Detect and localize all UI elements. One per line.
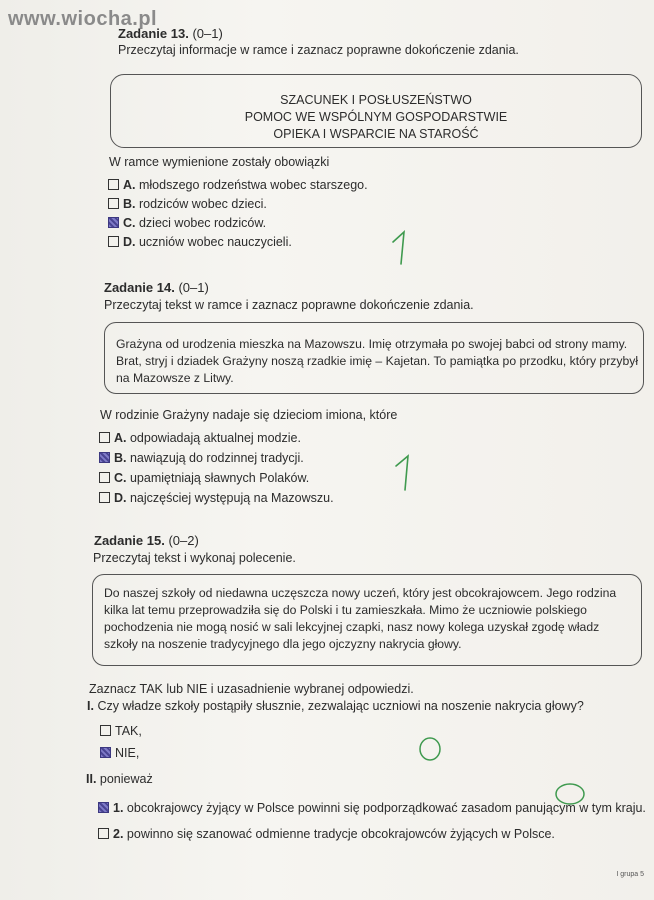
frame-line: Do naszej szkoły od niedawna uczęszcza nowy uczeń, który jest obcokrajowcem. Jego rodzina: [104, 586, 617, 600]
option-nie[interactable]: NIE,: [100, 746, 142, 768]
frame-line: pochodzenia nie mogą nosić w sali lekcyjnej czapki, nasz nowy kolega uzyskał zgodę władz: [104, 620, 600, 634]
checkbox[interactable]: [108, 198, 119, 209]
option-c[interactable]: C. upamiętniają sławnych Polaków.: [99, 471, 334, 491]
checkbox-checked[interactable]: [108, 217, 119, 228]
checkbox[interactable]: [99, 472, 110, 483]
task13-options: [108, 178, 368, 254]
option-b[interactable]: B. rodziców wobec dzieci.: [108, 197, 368, 216]
task14-heading: [104, 280, 209, 295]
option-a[interactable]: A. młodszego rodzeństwa wobec starszego.: [108, 178, 368, 197]
group-label: I grupa: [616, 871, 639, 878]
option-b[interactable]: B. nawiązują do rodzinnej tradycji.: [99, 451, 334, 471]
task15-question-1: [87, 699, 584, 713]
checkbox[interactable]: [100, 725, 111, 736]
task15-command: Zaznacz TAK lub NIE i uzasadnienie wybranej odpowiedzi.: [89, 682, 414, 696]
task15-instruction: Przeczytaj tekst i wykonaj polecenie.: [93, 551, 296, 565]
task14-title: Zadanie 14.: [104, 280, 175, 295]
option-c[interactable]: C. dzieci wobec rodziców.: [108, 216, 368, 235]
task15-points: (0–2): [168, 533, 199, 548]
watermark: www.wiocha.pl: [8, 8, 158, 30]
question-number: II.: [86, 772, 97, 786]
option-2[interactable]: 2. powinno się szanować odmienne tradycje obcokrajowców żyjących w Polsce.: [98, 827, 646, 849]
grade-mark-one: [388, 228, 418, 268]
task14-stem: W rodzinie Grażyny nadaje się dzieciom imiona, które: [100, 408, 398, 422]
page-number: 5: [640, 871, 644, 878]
task13-stem: W ramce wymienione zostały obowiązki: [109, 155, 330, 169]
task15-question-2: [86, 772, 153, 786]
question-number: I.: [87, 699, 94, 713]
option-tak[interactable]: TAK,: [100, 724, 142, 746]
question-text: Czy władze szkoły postąpiły słusznie, zezwalając uczniowi na noszenie nakrycia głowy?: [97, 699, 584, 713]
checkbox-checked[interactable]: [100, 747, 111, 758]
checkbox-checked[interactable]: [99, 452, 110, 463]
task14-instruction: Przeczytaj tekst w ramce i zaznacz poprawne dokończenie zdania.: [104, 298, 474, 312]
checkbox[interactable]: [99, 492, 110, 503]
frame-line: na Mazowsze z Litwy.: [116, 371, 234, 385]
frame-line: POMOC WE WSPÓLNYM GOSPODARSTWIE: [244, 110, 508, 124]
task15-heading: [94, 533, 199, 548]
frame-line: SZACUNEK I POSŁUSZEŃSTWO: [280, 93, 472, 107]
task15-q2-options: [98, 801, 646, 849]
frame-line: Brat, stryj i dziadek Grażyny noszą rzadkie imię – Kajetan. To pamiątka po przodku, który przybył: [116, 354, 639, 368]
grade-mark-zero: [416, 734, 446, 764]
task15-q1-options: [100, 724, 142, 768]
option-d[interactable]: D. najczęściej występują na Mazowszu.: [99, 491, 334, 511]
task14-options: [99, 431, 334, 511]
task13-instruction: Przeczytaj informacje w ramce i zaznacz poprawne dokończenie zdania.: [118, 43, 519, 57]
page-footer: [616, 871, 644, 878]
checkbox[interactable]: [98, 828, 109, 839]
option-d[interactable]: D. uczniów wobec nauczycieli.: [108, 235, 368, 254]
frame-line: OPIEKA I WSPARCIE NA STAROŚĆ: [273, 127, 479, 141]
frame-line: Grażyna od urodzenia mieszka na Mazowszu. Imię otrzymała po swojej babci od strony mamy.: [116, 337, 628, 351]
task13-heading: [118, 26, 223, 41]
task14-frame-text: [116, 336, 640, 387]
question-text: ponieważ: [99, 772, 153, 786]
checkbox[interactable]: [99, 432, 110, 443]
task14-points: (0–1): [178, 280, 209, 295]
task15-title: Zadanie 15.: [94, 533, 165, 548]
task13-title: Zadanie 13.: [118, 26, 189, 41]
frame-line: kilka lat temu przeprowadziła się do Polski i tu zamieszkała. Mimo że uczniowie polskiego: [104, 603, 587, 617]
checkbox-checked[interactable]: [98, 802, 109, 813]
checkbox[interactable]: [108, 236, 119, 247]
task13-points: (0–1): [192, 26, 223, 41]
frame-line: szkoły na noszenie tradycyjnego dla jego ojczyzny nakrycia głowy.: [104, 637, 462, 651]
option-a[interactable]: A. odpowiadają aktualnej modzie.: [99, 431, 334, 451]
task15-frame-text: [104, 585, 636, 653]
grade-mark-one: [390, 452, 420, 494]
task13-frame-text: [110, 92, 642, 143]
option-1[interactable]: 1. obcokrajowcy żyjący w Polsce powinni się podporządkować zasadom panującym w tym kraju.: [98, 801, 646, 827]
checkbox[interactable]: [108, 179, 119, 190]
